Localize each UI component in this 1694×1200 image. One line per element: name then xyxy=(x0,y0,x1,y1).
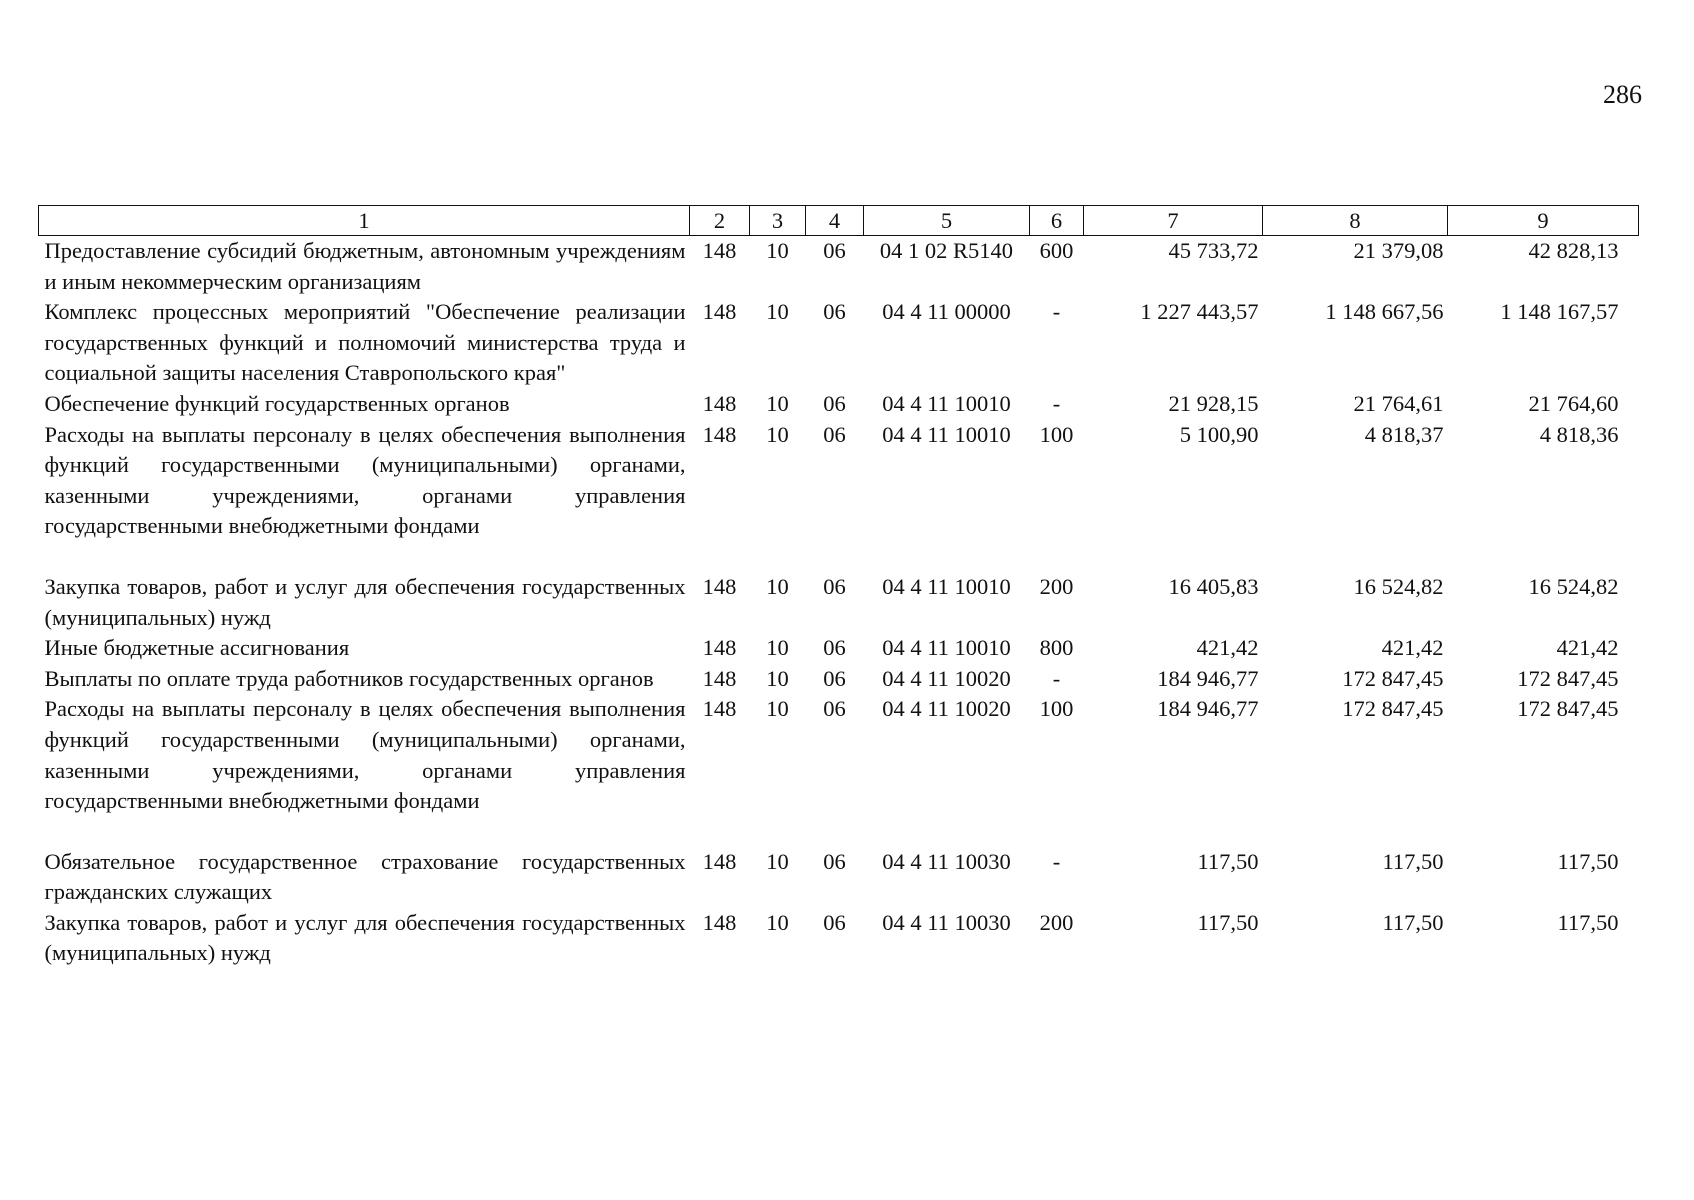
row-pr: 06 xyxy=(823,909,846,935)
row-ved: 148 xyxy=(702,665,737,691)
row-sum-2: 421,42 xyxy=(1381,635,1444,661)
table-row xyxy=(39,297,1639,389)
row-ved: 148 xyxy=(702,299,737,325)
row-vr: 100 xyxy=(1039,696,1074,722)
row-sum-3: 16 524,82 xyxy=(1528,573,1619,599)
row-csr: 04 4 11 10010 xyxy=(882,635,1011,661)
header-col-7: 7 xyxy=(1084,206,1263,236)
row-name: Закупка товаров, работ и услуг для обеспечения государственных (муниципальных) нужд xyxy=(44,909,686,966)
row-ved: 148 xyxy=(702,238,737,263)
row-pr: 06 xyxy=(823,696,846,722)
row-csr: 04 4 11 00000 xyxy=(882,299,1011,325)
row-vr: - xyxy=(1052,299,1061,325)
row-name: Выплаты по оплате труда работников государственных органов xyxy=(44,665,654,691)
row-csr: 04 4 11 10020 xyxy=(882,696,1011,722)
row-csr: 04 4 11 10030 xyxy=(882,909,1011,935)
row-sum-1: 421,42 xyxy=(1196,635,1259,661)
row-vr: - xyxy=(1052,390,1061,416)
row-csr: 04 4 11 10020 xyxy=(882,665,1011,691)
budget-table xyxy=(38,205,1639,969)
table-row xyxy=(39,694,1639,846)
row-rz: 10 xyxy=(766,421,789,447)
row-sum-1: 184 946,77 xyxy=(1157,665,1259,691)
row-ved: 148 xyxy=(702,909,737,935)
row-vr: - xyxy=(1052,665,1061,691)
table-row xyxy=(39,420,1639,572)
row-sum-3: 42 828,13 xyxy=(1528,238,1619,263)
header-col-2: 2 xyxy=(690,206,750,236)
row-sum-1: 45 733,72 xyxy=(1168,238,1259,263)
header-col-9: 9 xyxy=(1448,206,1639,236)
row-rz: 10 xyxy=(766,635,789,661)
row-sum-2: 1 148 667,56 xyxy=(1325,299,1444,325)
table-row xyxy=(39,633,1639,664)
row-pr: 06 xyxy=(823,390,846,416)
table-row xyxy=(39,389,1639,420)
row-rz: 10 xyxy=(766,390,789,416)
row-rz: 10 xyxy=(766,909,789,935)
header-col-8: 8 xyxy=(1263,206,1448,236)
row-name: Иные бюджетные ассигнования xyxy=(44,635,350,661)
row-sum-2: 117,50 xyxy=(1382,909,1444,935)
header-col-1: 1 xyxy=(39,206,690,236)
table-header xyxy=(39,206,1639,236)
row-pr: 06 xyxy=(823,238,846,263)
header-col-5: 5 xyxy=(864,206,1030,236)
row-vr: 600 xyxy=(1039,238,1074,263)
row-sum-1: 21 928,15 xyxy=(1168,390,1259,416)
header-col-6: 6 xyxy=(1030,206,1084,236)
table-row xyxy=(39,572,1639,633)
row-ved: 148 xyxy=(702,573,737,599)
row-ved: 148 xyxy=(702,390,737,416)
table-row xyxy=(39,664,1639,695)
row-pr: 06 xyxy=(823,665,846,691)
row-csr: 04 4 11 10010 xyxy=(882,390,1011,416)
row-rz: 10 xyxy=(766,238,789,263)
row-sum-2: 21 764,61 xyxy=(1353,390,1444,416)
row-name: Комплекс процессных мероприятий "Обеспечение реализации государственных функций и полномочий министерства труда и социальной защиты населения Ставропольского края" xyxy=(44,299,686,386)
row-sum-1: 5 100,90 xyxy=(1179,421,1259,447)
row-rz: 10 xyxy=(766,848,789,874)
row-name: Обязательное государственное страхование государственных гражданских служащих xyxy=(44,848,686,905)
row-rz: 10 xyxy=(766,573,789,599)
row-sum-2: 16 524,82 xyxy=(1353,573,1444,599)
table-row xyxy=(39,236,1639,298)
row-sum-3: 1 148 167,57 xyxy=(1500,299,1619,325)
row-sum-3: 172 847,45 xyxy=(1517,696,1619,722)
row-name: Расходы на выплаты персоналу в целях обеспечения выполнения функций государственными (муниципальными) органами, казенными учреждениями, органами управления государственными внебюджетными фондами xyxy=(44,696,686,814)
table-body xyxy=(39,236,1639,970)
row-sum-1: 117,50 xyxy=(1197,909,1259,935)
row-ved: 148 xyxy=(702,421,737,447)
row-sum-1: 117,50 xyxy=(1197,848,1259,874)
row-ved: 148 xyxy=(702,635,737,661)
row-vr: 200 xyxy=(1039,909,1074,935)
row-sum-3: 4 818,36 xyxy=(1539,421,1619,447)
row-vr: - xyxy=(1052,848,1061,874)
row-csr: 04 4 11 10010 xyxy=(882,421,1011,447)
row-sum-1: 184 946,77 xyxy=(1157,696,1259,722)
row-name: Закупка товаров, работ и услуг для обеспечения государственных (муниципальных) нужд xyxy=(44,573,686,630)
row-sum-3: 117,50 xyxy=(1557,909,1619,935)
row-name: Расходы на выплаты персоналу в целях обеспечения выполнения функций государственными (муниципальными) органами, казенными учреждениями, органами управления государственными внебюджетными фондами xyxy=(44,421,686,539)
table-row xyxy=(39,908,1639,969)
row-sum-2: 172 847,45 xyxy=(1342,665,1444,691)
row-csr: 04 4 11 10010 xyxy=(882,573,1011,599)
row-sum-2: 172 847,45 xyxy=(1342,696,1444,722)
row-sum-3: 421,42 xyxy=(1556,635,1619,661)
row-vr: 800 xyxy=(1039,635,1074,661)
row-rz: 10 xyxy=(766,665,789,691)
row-pr: 06 xyxy=(823,299,846,325)
row-pr: 06 xyxy=(823,421,846,447)
row-ved: 148 xyxy=(702,848,737,874)
row-pr: 06 xyxy=(823,635,846,661)
table-row xyxy=(39,847,1639,908)
row-sum-2: 21 379,08 xyxy=(1353,238,1444,263)
row-name: Обеспечение функций государственных органов xyxy=(44,390,510,416)
row-vr: 200 xyxy=(1039,573,1074,599)
row-ved: 148 xyxy=(702,696,737,722)
header-row xyxy=(39,206,1639,236)
row-sum-3: 172 847,45 xyxy=(1517,665,1619,691)
row-name: Предоставление субсидий бюджетным, автономным учреждениям и иным некоммерческим организациям xyxy=(44,238,686,294)
row-sum-1: 1 227 443,57 xyxy=(1140,299,1259,325)
row-pr: 06 xyxy=(823,848,846,874)
row-csr: 04 4 11 10030 xyxy=(882,848,1011,874)
row-sum-1: 16 405,83 xyxy=(1168,573,1259,599)
row-csr: 04 1 02 R5140 xyxy=(879,238,1014,263)
row-rz: 10 xyxy=(766,696,789,722)
row-sum-3: 21 764,60 xyxy=(1528,390,1619,416)
row-sum-2: 4 818,37 xyxy=(1364,421,1444,447)
header-col-3: 3 xyxy=(750,206,806,236)
row-sum-3: 117,50 xyxy=(1557,848,1619,874)
row-pr: 06 xyxy=(823,573,846,599)
header-col-4: 4 xyxy=(806,206,864,236)
page-number: 286 xyxy=(1603,80,1642,109)
row-sum-2: 117,50 xyxy=(1382,848,1444,874)
row-rz: 10 xyxy=(766,299,789,325)
row-vr: 100 xyxy=(1039,421,1074,447)
